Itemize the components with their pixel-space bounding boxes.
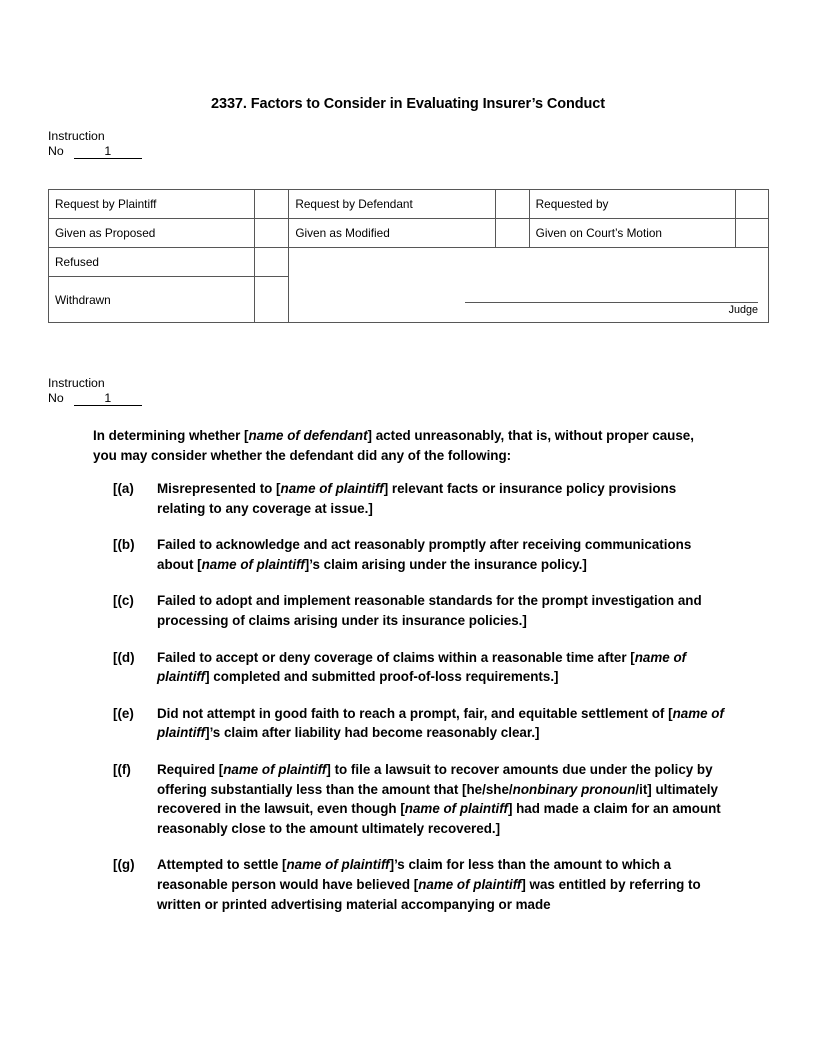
- item-label-d: [(d): [113, 649, 135, 665]
- cell-given-as-proposed: Given as Proposed: [49, 219, 255, 248]
- item-b-placeholder1: name of plaintiff: [201, 556, 305, 572]
- checkbox-given-on-courts-motion[interactable]: [735, 219, 768, 248]
- checkbox-request-by-plaintiff[interactable]: [255, 190, 289, 219]
- list-item: [113, 535, 725, 574]
- item-f-placeholder3: name of plaintiff: [404, 801, 508, 817]
- disposition-table: [48, 189, 769, 323]
- instruction-label-line2: No: [48, 144, 64, 158]
- instruction-number-block-top: [48, 129, 142, 159]
- item-text-d: [157, 648, 725, 687]
- cell-refused: Refused: [49, 248, 255, 277]
- item-a-placeholder1: name of plaintiff: [280, 481, 384, 496]
- checkbox-requested-by[interactable]: [735, 190, 768, 219]
- item-e-part1: Did not attempt in good faith to reach a prompt, fair, and equitable settlement of [: [157, 705, 673, 721]
- item-label-c: [(c): [113, 593, 134, 609]
- item-f-part1: Required [: [157, 761, 224, 777]
- checkbox-given-as-proposed[interactable]: [255, 219, 289, 248]
- instruction-number-row: [48, 144, 142, 159]
- table-row: [49, 248, 769, 277]
- item-g-part3: ] was entitled by referring to written or printed advertising material accompanying or made: [157, 876, 701, 912]
- instruction-number-block-bottom: [48, 376, 142, 406]
- item-text-g: [157, 855, 725, 914]
- list-item: [113, 760, 725, 838]
- signature-block: [465, 301, 758, 317]
- item-d-part2: ] completed and submitted proof-of-loss requirements.]: [205, 669, 559, 685]
- instruction-number-field[interactable]: 1: [74, 144, 142, 159]
- cell-request-by-defendant: Request by Defendant: [289, 190, 495, 219]
- checkbox-request-by-defendant[interactable]: [495, 190, 529, 219]
- item-e-part2: ]’s claim after liability had become reasonably clear.]: [205, 725, 540, 741]
- item-label-f: [(f): [113, 761, 131, 777]
- item-text-c: [157, 591, 725, 630]
- item-g-part1: Attempted to settle [: [157, 857, 287, 873]
- item-b-part1: Failed to acknowledge and act reasonably promptly after receiving communications about [: [157, 537, 692, 572]
- item-text-b: [157, 535, 725, 574]
- list-item: [113, 855, 725, 914]
- list-item: [113, 704, 725, 743]
- cell-given-as-modified: Given as Modified: [289, 219, 495, 248]
- item-f-part3: /it] ultimately recovered in the lawsuit, even though [: [157, 781, 718, 817]
- instruction-item-list: [113, 479, 725, 931]
- cell-request-by-plaintiff: Request by Plaintiff: [49, 190, 255, 219]
- judge-signature-area: [289, 248, 769, 323]
- cell-withdrawn: Withdrawn: [49, 277, 255, 323]
- intro-text-after: ] acted unreasonably, that is, without proper cause, you may consider whether the defendant did any of the following:: [93, 428, 694, 463]
- intro-text-before: In determining whether [: [93, 428, 249, 443]
- instruction-number-field[interactable]: 1: [74, 391, 142, 406]
- item-g-part2: ]’s claim for less than the amount to which a reasonable person would have believed [: [157, 857, 672, 892]
- item-label-b: [(b): [113, 537, 135, 553]
- table-row: [49, 190, 769, 219]
- list-item: [113, 591, 725, 630]
- instruction-label-line2: No: [48, 391, 64, 405]
- checkbox-refused[interactable]: [255, 248, 289, 277]
- item-label-e: [(e): [113, 705, 134, 721]
- item-e-placeholder1: name of plaintiff: [157, 705, 724, 741]
- instruction-intro-paragraph: [93, 426, 718, 465]
- item-g-placeholder2: name of plaintiff: [418, 876, 522, 892]
- item-text-e: [157, 704, 725, 743]
- item-f-part4: ] had made a claim for an amount reasonably close to the amount ultimately recovered.]: [157, 801, 721, 836]
- item-b-part2: ]’s claim arising under the insurance policy.]: [304, 556, 587, 572]
- item-label-a: [(a): [113, 481, 134, 496]
- intro-placeholder: name of defendant: [248, 428, 368, 443]
- instruction-label-line1: Instruction: [48, 129, 105, 143]
- cell-requested-by: Requested by: [529, 190, 735, 219]
- item-g-placeholder1: name of plaintiff: [286, 857, 390, 873]
- item-label-g: [(g): [113, 857, 135, 873]
- item-text-a: [157, 479, 725, 518]
- instruction-number-row: [48, 391, 142, 406]
- checkbox-given-as-modified[interactable]: [495, 219, 529, 248]
- item-f-placeholder2: nonbinary pronoun: [512, 781, 636, 797]
- checkbox-withdrawn[interactable]: [255, 277, 289, 323]
- item-a-part1: Misrepresented to [: [157, 481, 281, 496]
- item-f-placeholder1: name of plaintiff: [223, 761, 327, 777]
- item-f-part2: ] to file a lawsuit to recover amounts due under the policy by offering substantially less than the amount that [he/she/: [157, 761, 713, 797]
- cell-given-on-courts-motion: Given on Court’s Motion: [529, 219, 735, 248]
- item-d-placeholder1: name of plaintiff: [157, 649, 687, 685]
- instruction-label-line1: Instruction: [48, 376, 105, 390]
- item-c-part1: Failed to adopt and implement reasonable standards for the prompt investigation and processing of claims arising under its insurance policies.]: [157, 593, 702, 628]
- list-item: [113, 479, 725, 518]
- item-text-f: [157, 760, 725, 838]
- item-d-part1: Failed to accept or deny coverage of claims within a reasonable time after [: [157, 649, 635, 665]
- table-row: [49, 219, 769, 248]
- signature-label: Judge: [728, 304, 758, 316]
- item-a-part2: ] relevant facts or insurance policy provisions relating to any coverage at issue.]: [157, 481, 677, 516]
- page-title: 2337. Factors to Consider in Evaluating Insurer’s Conduct: [211, 96, 605, 112]
- list-item: [113, 648, 725, 687]
